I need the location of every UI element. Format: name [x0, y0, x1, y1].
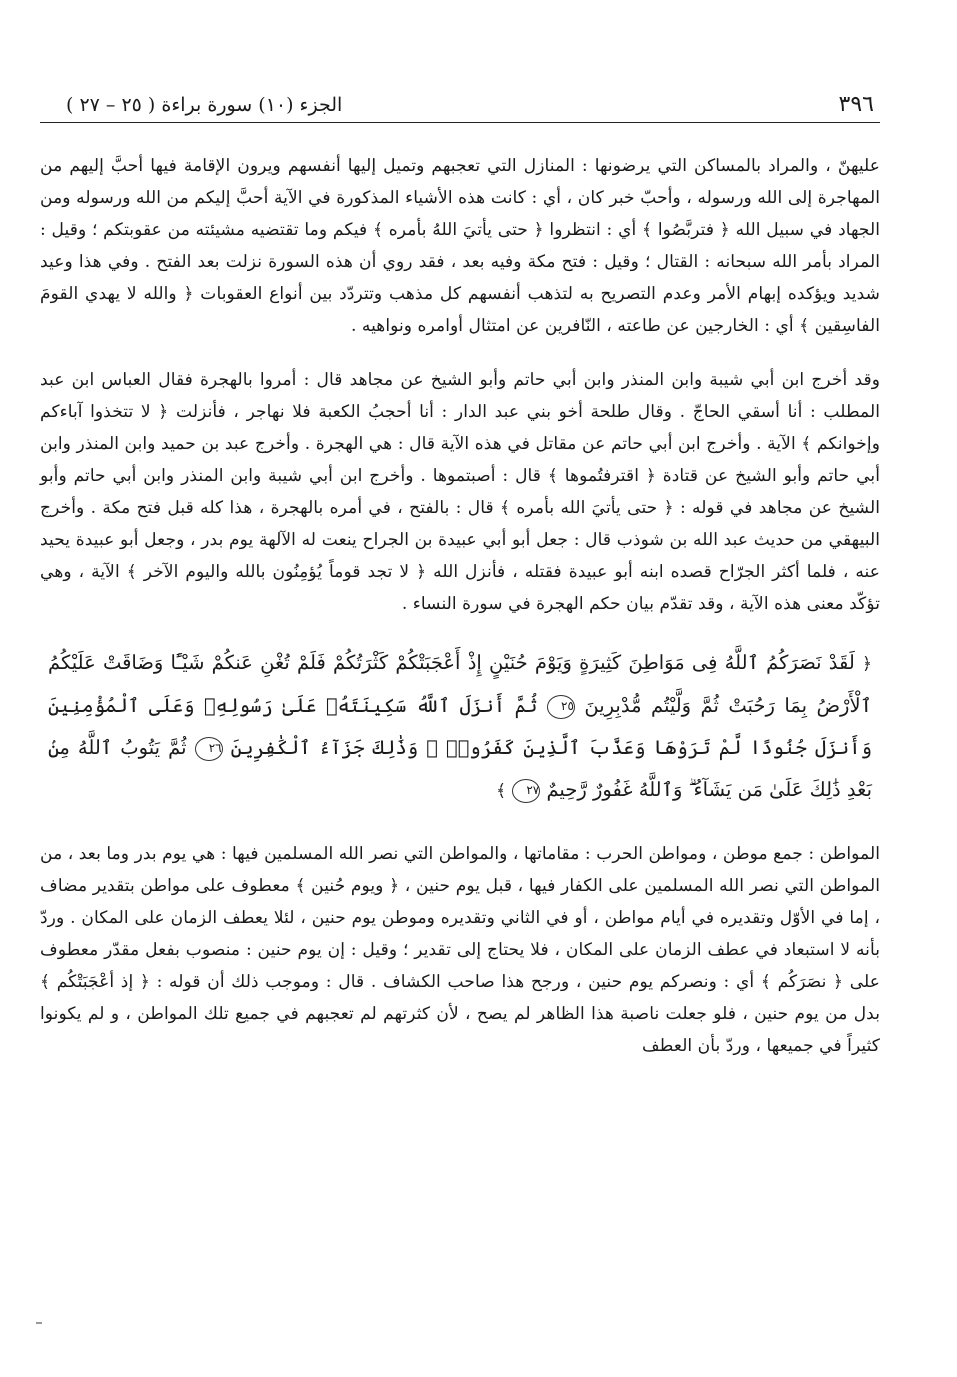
- quran-verses: [48, 642, 872, 812]
- scan-speck: [36, 1322, 42, 1324]
- commentary-paragraph-2: المواطن : جمع موطن ، ومواطن الحرب : مقاماتها ، والمواطن التي نصر الله المسلمين فيها : هي يوم بدر وما بعد ، من المواطن التي نصر الله المسلمين على الكفار فيها ، قبل يوم حنين ، ﴿ ويوم حُنين ﴾ معطوف على مواطن بتقدير مضاف ، إما في الأوّل وتقديره في أيام مواطن ، أو في الثاني وتقديره وموطن يوم حنين ، لئلا يعطف الزمان على المكان . وردّ بأنه لا استبعاد في عطف الزمان على المكان ، فلا يحتاج إلى تقدير ؛ وقيل : إن يوم حنين : منصوب بفعل مقدّر معطوف على ﴿ نصَرَكُم ﴾ أي : ونصركم يوم حنين ، ورجح هذا صاحب الكشاف . قال : وموجب ذلك أن قوله : ﴿ إذ أعْجَبَتْكُم ﴾ بدل من يوم حنين ، فلو جعلت ناصبة هذا الظاهر لم يصح ، لأن كثرتهم لم تعجبهم في جميع تلك المواطن ، و لم يكونوا كثيراً في جميعها ، وردّ بأن العطف: [40, 844, 880, 1056]
- ayah-25-number: ٢٥: [547, 695, 575, 719]
- ayah-26-text: ثُمَّ أَنزَلَ ٱللَّهُ سَكِينَتَهُۥ عَلَىٰ رَسُولِهِۦ وَعَلَى ٱلْمُؤْمِنِينَ وَأَنزَلَ جُنُودًا لَّمْ تَرَوْهَا وَعَذَّبَ ٱلَّذِينَ كَفَرُوا۟ ۚ وَذَٰلِكَ جَزَآءُ ٱلْكَٰفِرِينَ: [48, 694, 872, 759]
- ayah-25-text: لَقَدْ نَصَرَكُمُ ٱللَّهُ فِى مَوَاطِنَ كَثِيرَةٍ وَيَوْمَ حُنَيْنٍ إِذْ أَعْجَبَتْكُمْ كَثْرَتُكُمْ فَلَمْ تُغْنِ عَنكُمْ شَيْـًٔا وَضَاقَتْ عَلَيْكُمُ ٱلْأَرْضُ بِمَا رَحُبَتْ ثُمَّ وَلَّيْتُم مُّدْبِرِينَ: [48, 651, 872, 717]
- ayah-27-text: ثُمَّ يَتُوبُ ٱللَّهُ مِنۢ بَعْدِ ذَٰلِكَ عَلَىٰ مَن يَشَآءُ ۗ وَٱللَّهُ غَفُورٌ رَّحِيمٌ: [48, 736, 872, 801]
- ayah-27-number: ٢٧: [512, 779, 540, 803]
- ayah-26-number: ٢٦: [195, 737, 223, 761]
- running-title: الجزء (١٠) سورة براءة ( ٢٥ – ٢٧ ): [66, 94, 343, 116]
- ornate-bracket-open: ﴿: [862, 654, 872, 674]
- page-header: [40, 88, 880, 123]
- page-body: [40, 150, 880, 1062]
- commentary-paragraph-1: عليهنّ ، والمراد بالمساكن التي يرضونها : المنازل التي تعجبهم وتميل إليها أنفسهم ويرون الإقامة فيها أحبَّ إليهم من المهاجرة إلى الله ورسوله ، وأحبّ خبر كان ، أي : كانت هذه الأشياء المذكورة في الآية أحبَّ إليكم من الله ورسوله ومن الجهاد في سبيل الله ﴿ فتربَّصُوا ﴾ أي : انتظروا ﴿ حتى يأتيَ اللهُ بأمره ﴾ فيكم وما تقتضيه مشيئته من عقوبتكم ؛ وقيل : المراد بأمر الله سبحانه : القتال ؛ وقيل : فتح مكة وفيه بعد ، فقد روي أن هذه السورة نزلت بعد الفتح . وفي هذا وعيد شديد ويؤكده إبهام الأمر وعدم التصريح به لتذهب أنفسهم كل مذهب وتتردّد بين أنواع العقوبات ﴿ والله لا يهدي القومَ الفاسِقين ﴾ أي : الخارجين عن طاعته ، النّافرين عن امتثال أوامره ونواهيه .: [40, 156, 880, 336]
- narrations-paragraph: وقد أخرج ابن أبي شيبة وابن المنذر وابن أبي حاتم وأبو الشيخ عن مجاهد قال : أمروا بالهجرة فقال العباس ابن عبد المطلب : أنا أسقي الحاجّ . وقال طلحة أخو بني عبد الدار : أنا أحجبُ الكعبة فلا نهاجر ، فأنزلت ﴿ لا تتخذوا آباءكم وإخوانكم ﴾ الآية . وأخرج ابن أبي حاتم عن مقاتل في هذه الآية قال : هي الهجرة . وأخرج عبد بن حميد وابن المنذر وابن أبي حاتم وأبو الشيخ عن قتادة ﴿ اقترفتُموها ﴾ قال : أصبتموها . وأخرج ابن أبي شيبة وابن المنذر وابن أبي حاتم وأبو الشيخ عن مجاهد في قوله : ﴿ حتى يأتيَ الله بأمره ﴾ قال : بالفتح ، في أمره بالهجرة ، هذا كله قبل فتح مكة . وأخرج البيهقي من حديث عبد الله بن شوذب قال : جعل أبو أبي عبيدة بن الجراح ينعت له الآلهة يوم بدر ، وجعل أبو عبيدة يحيد عنه ، فلما أكثر الجرّاح قصده ابنه أبو عبيدة فقتله ، فأنزل الله ﴿ لا تجد قوماً يُؤمِنُون بالله واليوم الآخر ﴾ الآية ، وهي تؤكّد معنى هذه الآية ، وقد تقدّم بيان حكم الهجرة في سورة النساء .: [40, 370, 880, 614]
- page-number: ٣٩٦: [838, 92, 874, 117]
- ornate-bracket-close: ﴾: [496, 781, 507, 801]
